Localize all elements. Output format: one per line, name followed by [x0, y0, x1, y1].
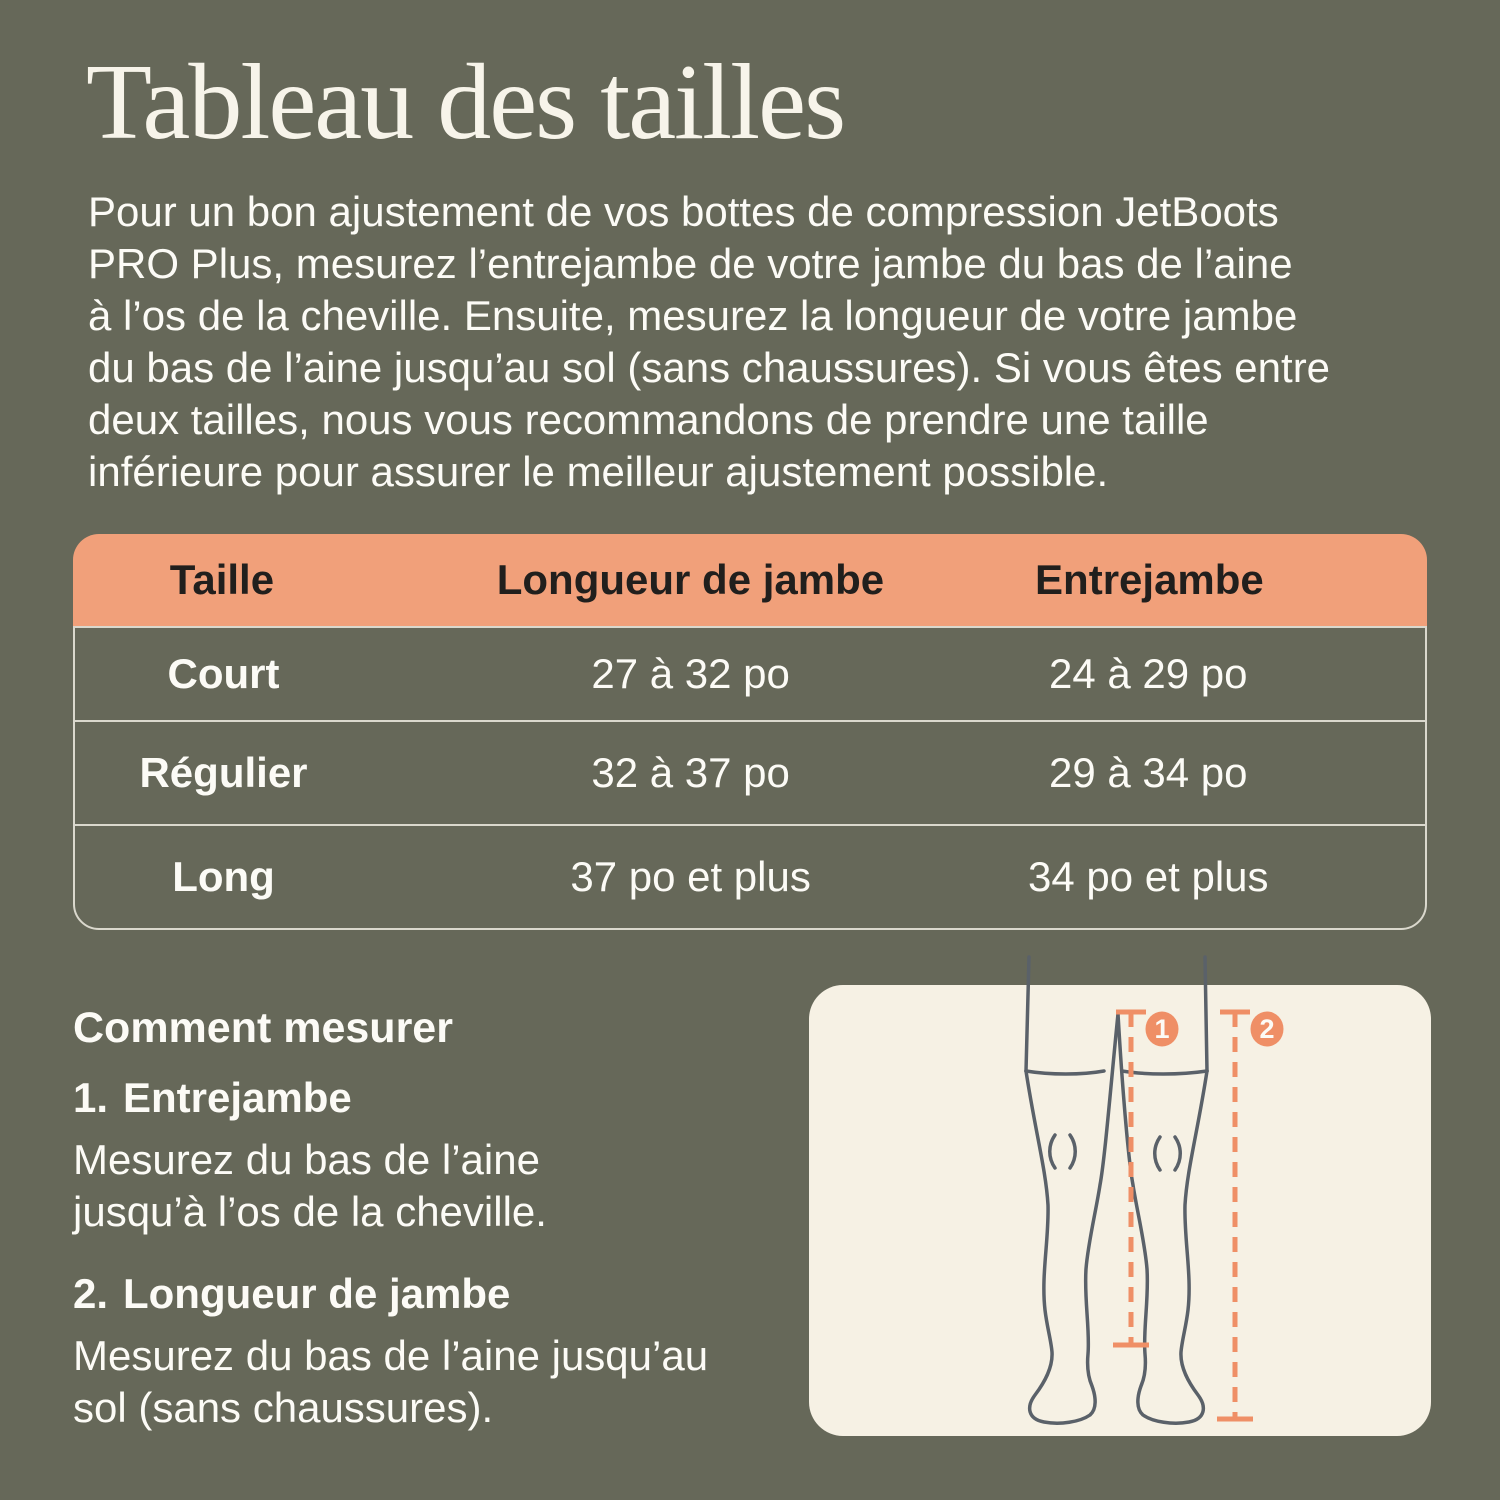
size-table — [73, 534, 1427, 930]
cell-leg-length: 37 po et plus — [570, 853, 811, 900]
marker-2-number: 2 — [1259, 1014, 1275, 1044]
cell-leg-length: 32 à 37 po — [591, 749, 790, 796]
table-row-court — [75, 628, 1425, 720]
header-cell-taille: Taille — [169, 556, 275, 603]
step-2-heading — [73, 1268, 783, 1320]
intro-paragraph — [88, 186, 1330, 498]
cell-leg-length: 27 à 32 po — [591, 650, 790, 697]
table-row-regulier — [75, 720, 1425, 824]
table-row-long — [75, 824, 1425, 928]
step-label: Longueur de jambe — [123, 1270, 511, 1317]
cell-size: Régulier — [139, 749, 308, 796]
measurement-illustration — [808, 955, 1432, 1437]
marker-1-number: 1 — [1154, 1014, 1170, 1044]
intro-line: deux tailles, nous vous recommandons de prendre une taille — [88, 396, 1209, 443]
step-1-description — [73, 1134, 783, 1238]
header-cell-longueur: Longueur de jambe — [496, 556, 885, 603]
cell-inseam: 24 à 29 po — [1048, 650, 1248, 697]
size-table-header-row — [73, 534, 1427, 626]
cell-size: Court — [167, 650, 280, 697]
step-number: 1. — [73, 1074, 109, 1121]
intro-line: Pour un bon ajustement de vos bottes de compression JetBoots — [88, 188, 1279, 235]
how-to-measure-section — [73, 1002, 783, 1434]
cell-inseam: 34 po et plus — [1027, 853, 1269, 900]
step-description-line: sol (sans chaussures). — [73, 1384, 494, 1431]
header-cell-entrejambe: Entrejambe — [1035, 556, 1264, 603]
cell-inseam: 29 à 34 po — [1048, 749, 1248, 796]
marker-2-badge — [1251, 1012, 1284, 1047]
size-table-body — [73, 626, 1427, 930]
page-title: Tableau des tailles — [86, 43, 845, 162]
how-to-measure-title: Comment mesurer — [73, 1004, 453, 1052]
step-description-line: Mesurez du bas de l’aine — [73, 1136, 540, 1183]
step-2-description — [73, 1330, 783, 1434]
cell-size: Long — [172, 853, 275, 900]
intro-line: inférieure pour assurer le meilleur ajustement possible. — [88, 448, 1109, 495]
intro-line: du bas de l’aine jusqu’au sol (sans chaussures). Si vous êtes entre — [88, 344, 1331, 391]
intro-line: PRO Plus, mesurez l’entrejambe de votre jambe du bas de l’aine — [88, 240, 1293, 287]
step-1-heading — [73, 1072, 783, 1124]
step-description-line: Mesurez du bas de l’aine jusqu’au — [73, 1332, 709, 1379]
step-description-line: jusqu’à l’os de la cheville. — [73, 1188, 547, 1235]
intro-line: à l’os de la cheville. Ensuite, mesurez la longueur de votre jambe — [88, 292, 1298, 339]
step-number: 2. — [73, 1270, 109, 1317]
step-label: Entrejambe — [123, 1074, 352, 1121]
marker-1-badge — [1146, 1012, 1179, 1047]
